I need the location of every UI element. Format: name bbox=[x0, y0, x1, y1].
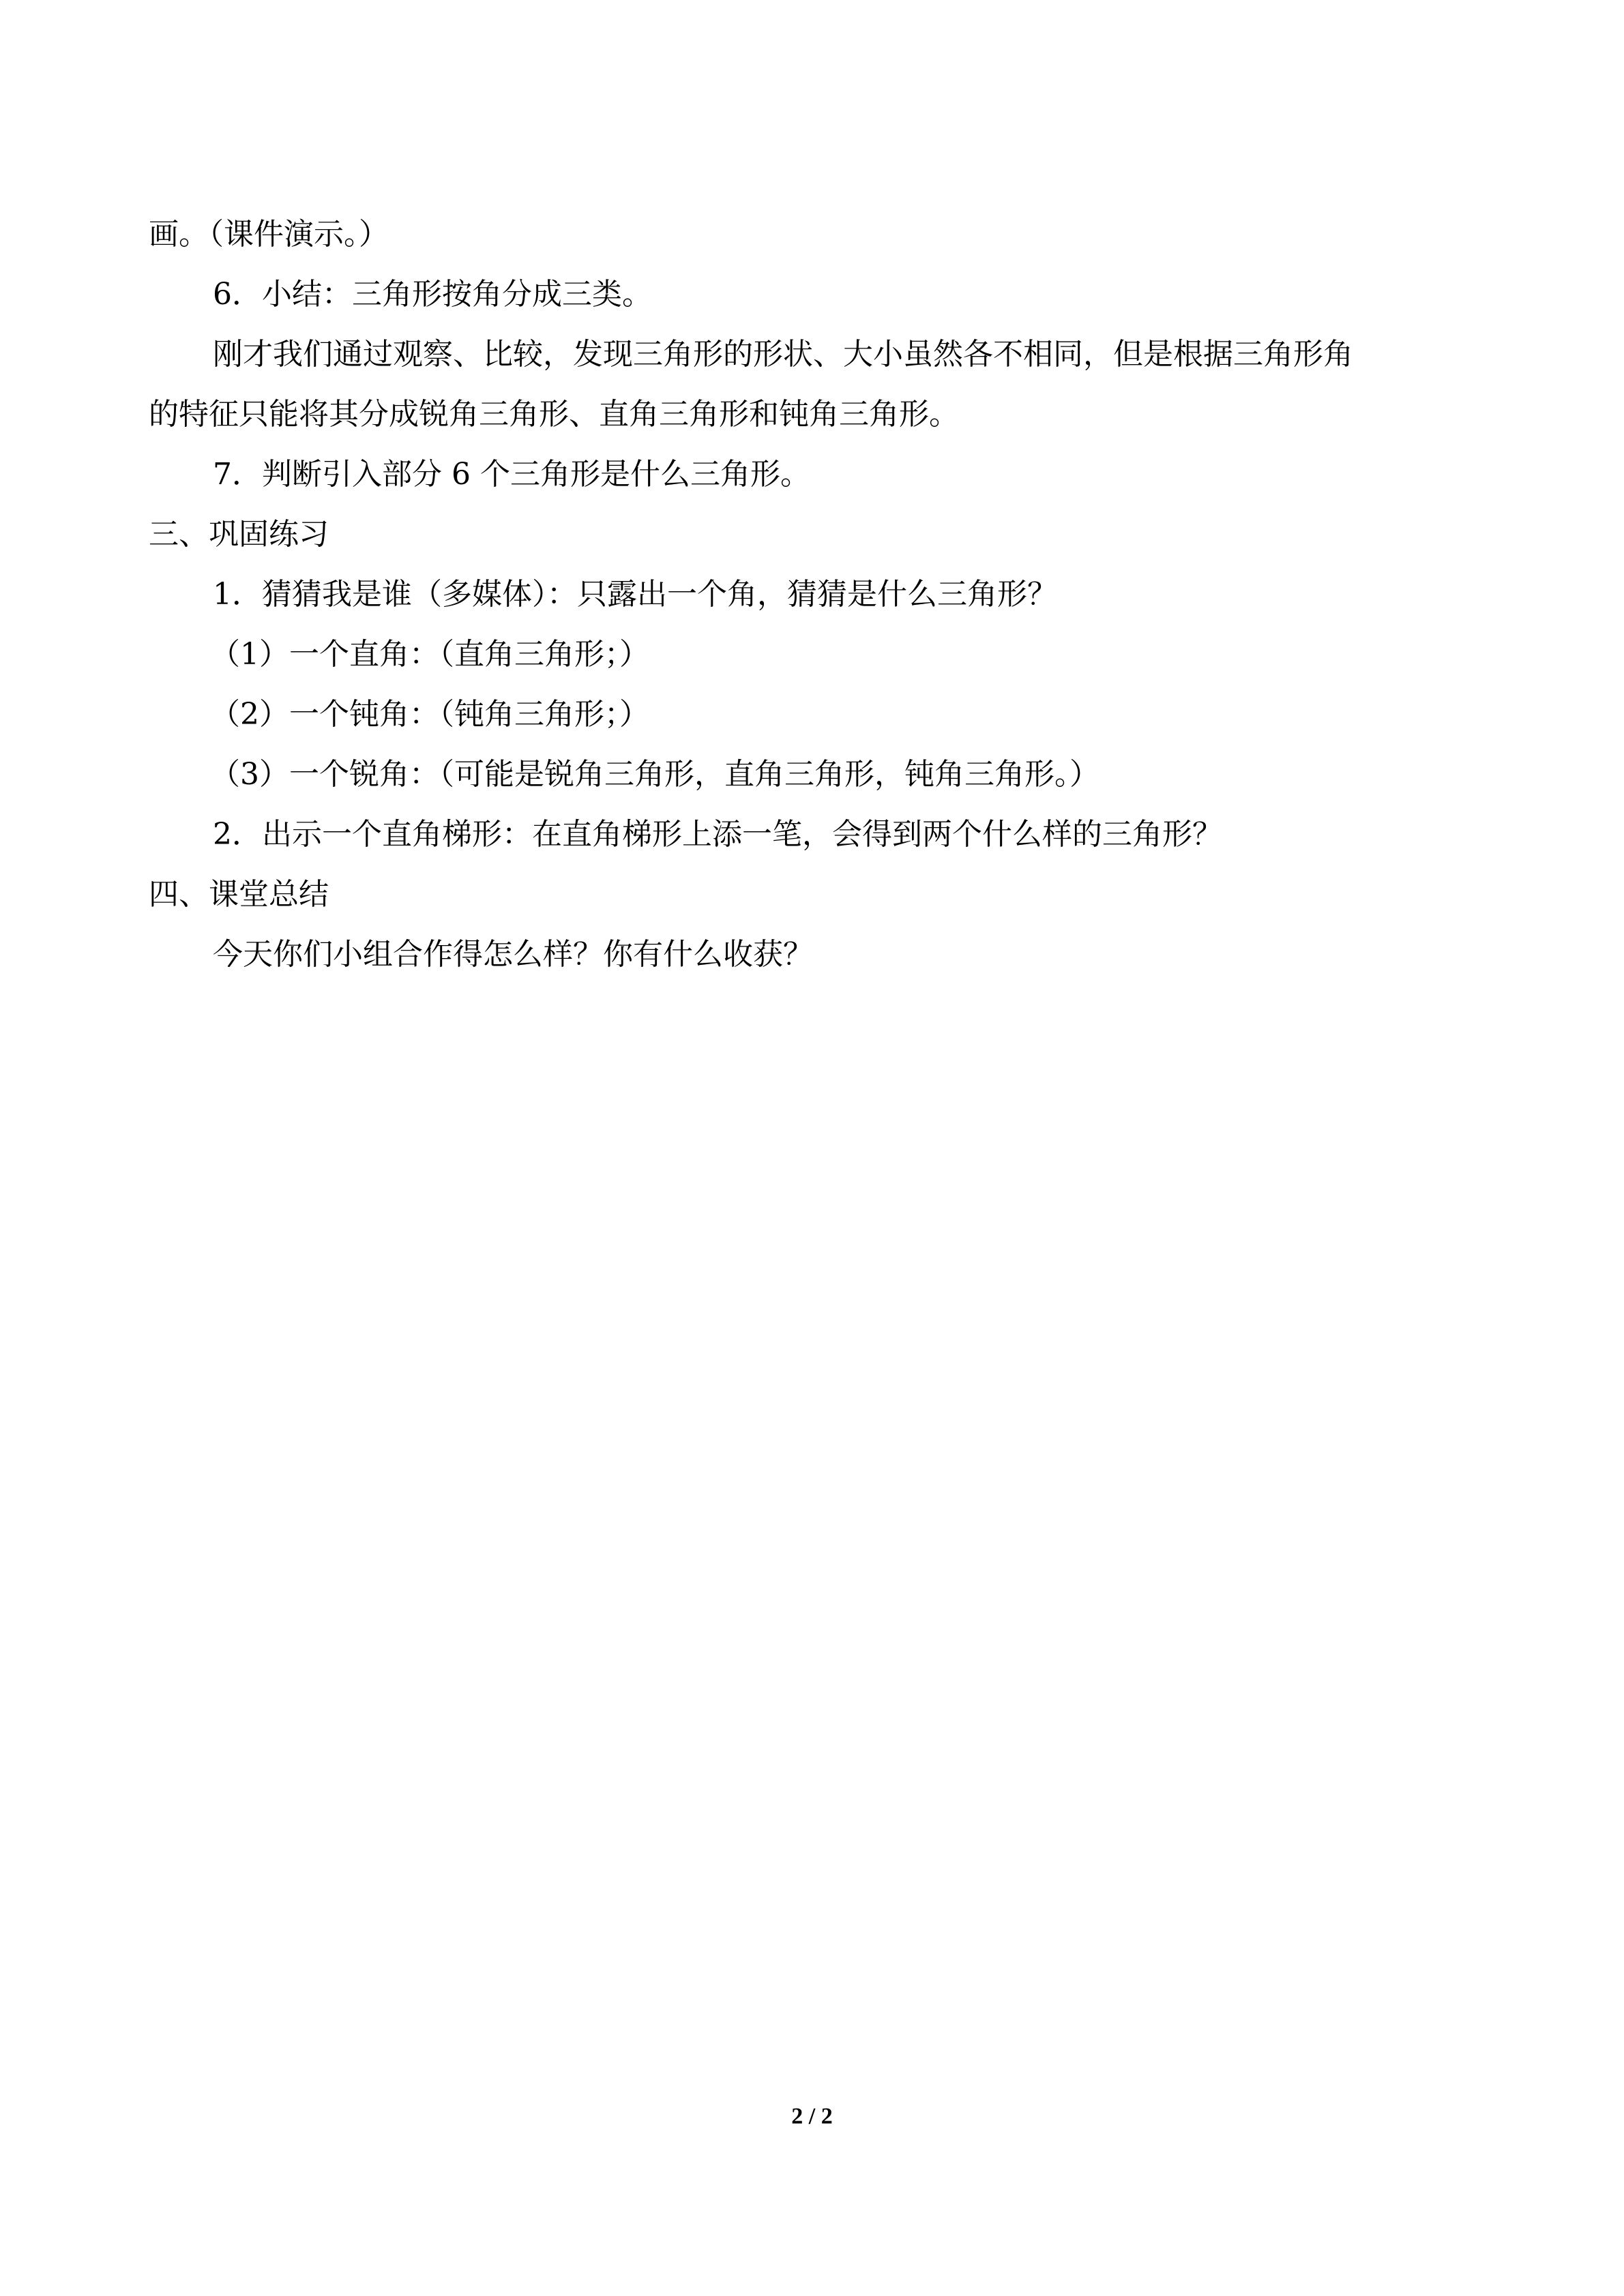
practice-item-2: 2．出示一个直角梯形：在直角梯形上添一笔，会得到两个什么样的三角形？ bbox=[213, 817, 1222, 852]
item-7: 7．判断引入部分 6 个三角形是什么三角形。 bbox=[213, 457, 810, 492]
practice-item-1: 1．猜猜我是谁（多媒体）：只露出一个角，猜猜是什么三角形？ bbox=[213, 577, 1057, 612]
summary-item-6: 6．小结：三角形按角分成三类。 bbox=[213, 277, 652, 312]
practice-subitem-1: （1）一个直角：（直角三角形；） bbox=[210, 637, 649, 672]
summary-paragraph-line-1: 刚才我们通过观察、比较，发现三角形的形状、大小虽然各不相同，但是根据三角形角 bbox=[213, 337, 1353, 372]
summary-paragraph-line-2: 的特征只能将其分成锐角三角形、直角三角形和钝角三角形。 bbox=[149, 397, 959, 432]
page-number: 2 / 2 bbox=[791, 2104, 833, 2129]
paragraph-continuation: 画。（课件演示。） bbox=[149, 217, 389, 252]
practice-subitem-2: （2）一个钝角：（钝角三角形；） bbox=[210, 697, 649, 732]
section-heading-summary: 四、课堂总结 bbox=[149, 877, 329, 912]
practice-subitem-3: （3）一个锐角：（可能是锐角三角形，直角三角形，钝角三角形。） bbox=[210, 757, 1099, 792]
document-body bbox=[149, 205, 1472, 985]
summary-question: 今天你们小组合作得怎么样？你有什么收获？ bbox=[213, 937, 813, 972]
section-heading-practice: 三、巩固练习 bbox=[149, 517, 329, 552]
